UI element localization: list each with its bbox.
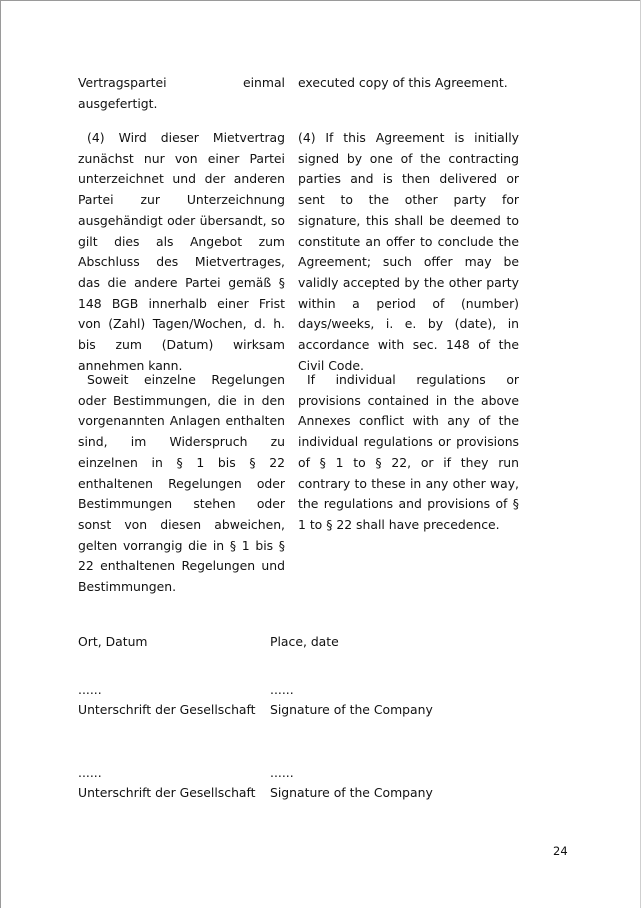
- signature-line-de-1: ......: [78, 682, 102, 697]
- signature-line-en-2: ......: [270, 765, 294, 780]
- en-paragraph-continued: executed copy of this Agreement.: [298, 75, 508, 90]
- de-paragraph-continued: Vertragspartei einmal ausgefertigt.: [78, 75, 285, 111]
- signature-label-de-2: Unterschrift der Gesellschaft: [78, 785, 256, 800]
- en-paragraph-precedence: If individual regulations or provisions contained in the above Annexes conflict with any of the individual regulations or provisions of § 1 to § 22, or if they run contrary to these in any other way, the regulations and provisions of § 1 to § 22 shall have precedence.: [298, 372, 519, 532]
- signature-label-en-2: Signature of the Company: [270, 785, 433, 800]
- page-edge-top: [0, 0, 641, 1]
- page-edge-left: [0, 0, 1, 908]
- place-date-label-en: Place, date: [270, 634, 339, 649]
- signature-line-en-1: ......: [270, 682, 294, 697]
- place-date-label-de: Ort, Datum: [78, 634, 148, 649]
- de-paragraph-4: (4) Wird dieser Mietvertrag zunächst nur von einer Partei unterzeichnet und der anderen Partei zur Unterzeichnung ausgehändigt oder übersandt, so gilt dies als Angebot zum Abschluss des Mietvertrages, das die andere Partei gemäß § 148 BGB innerhalb einer Frist von (Zahl) Tagen/Wochen, d. h. bis zum (Datum) wirksam annehmen kann.: [78, 130, 285, 373]
- signature-label-de-1: Unterschrift der Gesellschaft: [78, 702, 256, 717]
- de-paragraph-precedence: Soweit einzelne Regelungen oder Bestimmungen, die in den vorgenannten Anlagen enthalten sind, im Widerspruch zu einzelnen in § 1 bis § 22 enthaltenen Regelungen oder Bestimmungen stehen oder sonst von diesen abweichen, gelten vorrangig die in § 1 bis § 22 enthaltenen Regelungen und Bestimmungen.: [78, 372, 285, 595]
- signature-label-en-1: Signature of the Company: [270, 702, 433, 717]
- en-paragraph-4: (4) If this Agreement is initially signed by one of the contracting parties and is then delivered or sent to the other party for signature, this shall be deemed to constitute an offer to conclude the Agreement; such offer may be validly accepted by the other party within a period of (number) days/weeks, i. e. by (date), in accordance with sec. 148 of the Civil Code.: [298, 130, 519, 373]
- signature-line-de-2: ......: [78, 765, 102, 780]
- page-number: 24: [553, 844, 568, 858]
